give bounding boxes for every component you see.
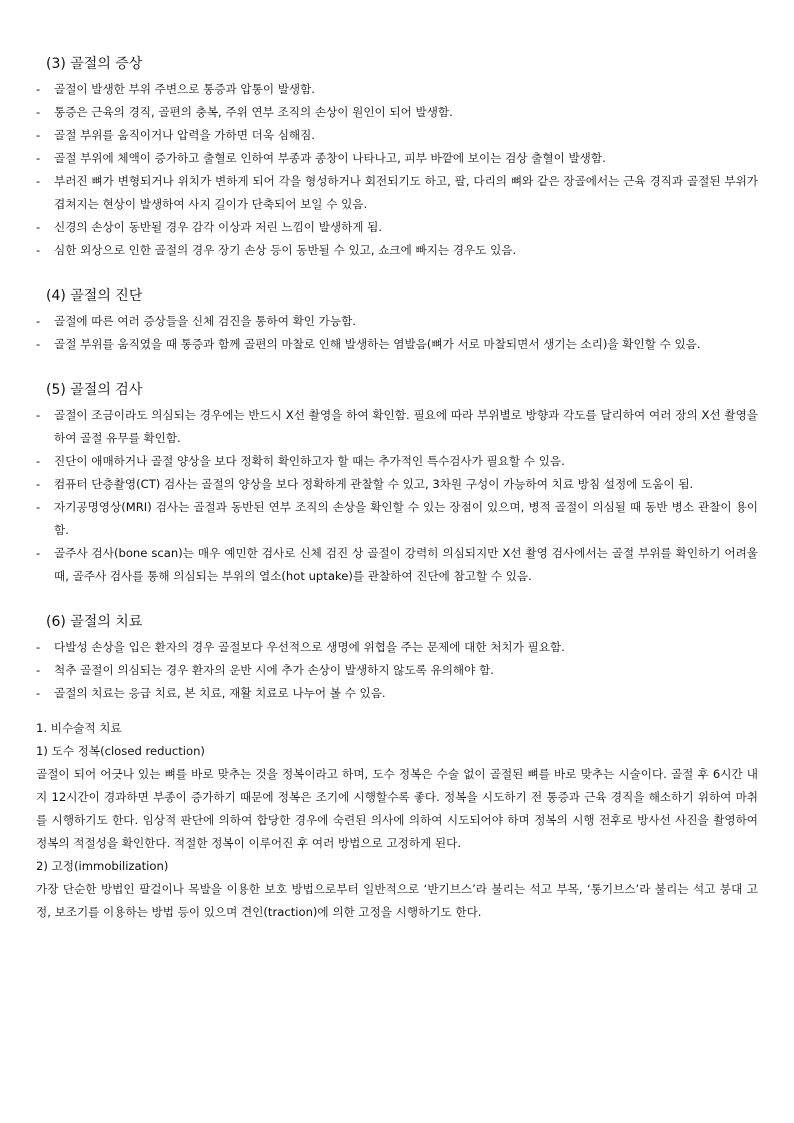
section-fracture-tests bbox=[36, 376, 758, 588]
treatment-detail bbox=[36, 717, 758, 924]
section-fracture-symptoms bbox=[36, 50, 758, 262]
closed-reduction-heading: 1) 도수 정복(closed reduction) bbox=[36, 744, 205, 758]
section-title: (3) 골절의 증상 bbox=[46, 56, 143, 72]
closed-reduction-text: 골절이 되어 어긋나 있는 뼈를 바로 맞추는 것을 정복이라고 하며, 도수 정복은 수술 없이 골절된 뼈를 바로 맞추는 시술이다. 골절 후 6시간 내지 12시간이 경과하면 부종이 증가하기 때문에 정복은 조기에 시행할수록 좋다. 정복을 시도하기 전 통증과 근육 경직을 해소하기 위하여 마취를 시행하기도 한다. 임상적 판단에 의하여 합당한 경우에 숙련된 의사에 의하여 시도되어야 하며 정복의 시행 전후로 방사선 사진을 촬영하여 정복의 적절성을 확인한다. 적절한 정복이 이루어진 후 여러 방법으로 고정하게 된다. bbox=[36, 767, 758, 850]
bullet-list bbox=[36, 636, 758, 705]
section-title: (5) 골절의 검사 bbox=[46, 382, 143, 398]
section-title: (4) 골절의 진단 bbox=[46, 288, 143, 304]
section-fracture-treatment bbox=[36, 608, 758, 924]
list-item: - 진단이 애매하거나 골절 양상을 보다 정확히 확인하고자 할 때는 추가적인 특수검사가 필요할 수 있음. bbox=[36, 450, 758, 473]
list-item: - 컴퓨터 단층촬영(CT) 검사는 골절의 양상을 보다 정확하게 관찰할 수 있고, 3차원 구성이 가능하여 치료 방침 설정에 도움이 됨. bbox=[36, 473, 758, 496]
section-title: (6) 골절의 치료 bbox=[46, 614, 143, 630]
list-item: - 골절에 따른 여러 증상들을 신체 검진을 통하여 확인 가능함. bbox=[36, 310, 758, 333]
bullet-list bbox=[36, 404, 758, 588]
treatment-heading: 1. 비수술적 치료 bbox=[36, 721, 122, 735]
list-item: - 자기공명영상(MRI) 검사는 골절과 동반된 연부 조직의 손상을 확인할 수 있는 장점이 있으며, 병적 골절이 의심될 때 동반 병소 관찰이 용이함. bbox=[36, 496, 758, 542]
list-item: - 통증은 근육의 경직, 골편의 충복, 주위 연부 조직의 손상이 원인이 되어 발생함. bbox=[36, 101, 758, 124]
immobilization-text: 가장 단순한 방법인 팔걸이나 목발을 이용한 보호 방법으로부터 일반적으로 ‘반기브스’라 불리는 석고 부목, ‘통기브스’라 불리는 석고 붕대 고정, 보조기를 이용하는 방법 등이 있으며 견인(traction)에 의한 고정을 시행하기도 한다. bbox=[36, 882, 758, 919]
section-fracture-diagnosis bbox=[36, 282, 758, 356]
immobilization-heading: 2) 고정(immobilization) bbox=[36, 859, 169, 873]
list-item: - 골절이 조금이라도 의심되는 경우에는 반드시 X선 촬영을 하여 확인함. 필요에 따라 부위별로 방향과 각도를 달리하여 여러 장의 X선 촬영을 하여 골절 유무를 확인함. bbox=[36, 404, 758, 450]
list-item: - 골절이 발생한 부위 주변으로 통증과 압통이 발생함. bbox=[36, 78, 758, 101]
list-item: - 골절 부위를 움직이거나 압력을 가하면 더욱 심해짐. bbox=[36, 124, 758, 147]
list-item: - 신경의 손상이 동반될 경우 감각 이상과 저린 느낌이 발생하게 됨. bbox=[36, 216, 758, 239]
list-item: - 골절 부위에 체액이 증가하고 출혈로 인하여 부종과 종창이 나타나고, 피부 바깥에 보이는 검상 출혈이 발생함. bbox=[36, 147, 758, 170]
list-item: - 심한 외상으로 인한 골절의 경우 장기 손상 등이 동반될 수 있고, 쇼크에 빠지는 경우도 있음. bbox=[36, 239, 758, 262]
list-item: - 골절 부위를 움직였을 때 통증과 함께 골편의 마찰로 인해 발생하는 염발음(뼈가 서로 마찰되면서 생기는 소리)을 확인할 수 있음. bbox=[36, 333, 758, 356]
list-item: - 골주사 검사(bone scan)는 매우 예민한 검사로 신체 검진 상 골절이 강력히 의심되지만 X선 촬영 검사에서는 골절 부위를 확인하기 어려울 때, 골주사 검사를 통해 의심되는 부위의 열소(hot uptake)를 관찰하여 진단에 참고할 수 있음. bbox=[36, 542, 758, 588]
list-item: - 골절의 치료는 응급 치료, 본 치료, 재활 치료로 나누어 볼 수 있음. bbox=[36, 682, 758, 705]
list-item: - 부러진 뼈가 변형되거나 위치가 변하게 되어 각을 형성하거나 회전되기도 하고, 팔, 다리의 뼈와 같은 장골에서는 근육 경직과 골절된 부위가 겹쳐지는 현상이 발생하여 사지 길이가 단축되어 보일 수 있음. bbox=[36, 170, 758, 216]
list-item: - 다발성 손상을 입은 환자의 경우 골절보다 우선적으로 생명에 위협을 주는 문제에 대한 처치가 필요함. bbox=[36, 636, 758, 659]
bullet-list bbox=[36, 78, 758, 262]
list-item: - 척추 골절이 의심되는 경우 환자의 운반 시에 추가 손상이 발생하지 않도록 유의해야 함. bbox=[36, 659, 758, 682]
bullet-list bbox=[36, 310, 758, 356]
document-page bbox=[36, 50, 758, 944]
